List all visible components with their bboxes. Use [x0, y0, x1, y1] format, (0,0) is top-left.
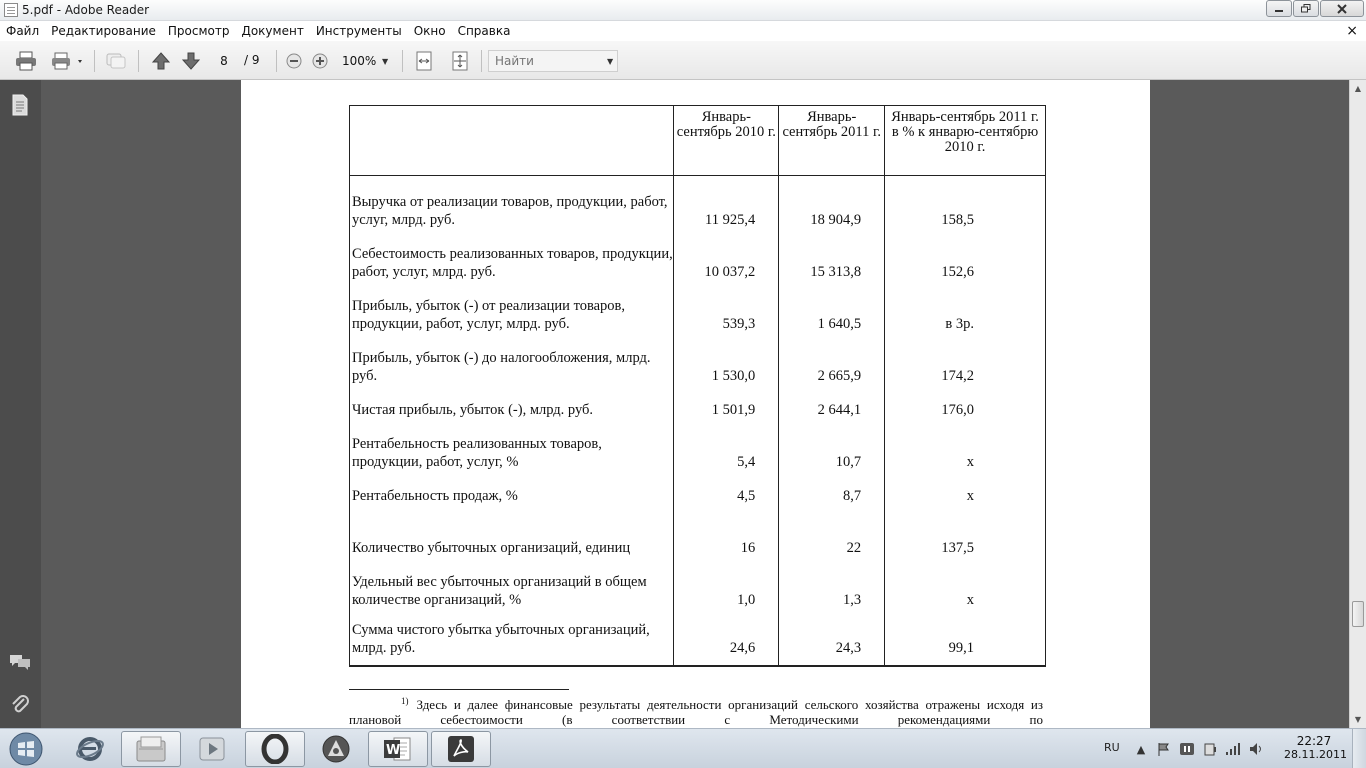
menu-edit[interactable]: Редактирование: [51, 24, 156, 38]
value-percent: х: [885, 471, 1046, 505]
title-bar: [0, 0, 1366, 21]
value-2011: 18 904,9: [779, 176, 885, 229]
toolbar-separator: [94, 50, 95, 72]
menu-tools[interactable]: Инструменты: [315, 24, 402, 38]
scroll-up-arrow-icon[interactable]: ▲: [1354, 84, 1362, 93]
taskbar-app[interactable]: [306, 731, 366, 767]
value-2010: 24,6: [674, 609, 779, 666]
table-row: [350, 176, 1046, 229]
menu-view[interactable]: Просмотр: [167, 24, 230, 38]
row-label: Удельный вес убыточных организаций в общем количестве организаций, %: [350, 557, 674, 609]
value-2010: 1,0: [674, 557, 779, 609]
paperclip-icon: [10, 693, 30, 715]
zoom-in-icon: [312, 53, 328, 69]
app-icon: [321, 734, 351, 764]
print-button[interactable]: [13, 50, 39, 72]
value-2011: 2 644,1: [779, 385, 885, 419]
clock-date: 28.11.2011: [1284, 748, 1347, 761]
close-document-button[interactable]: ×: [1346, 23, 1358, 39]
svg-text:W: W: [386, 743, 401, 758]
taskbar-file-explorer[interactable]: [121, 731, 181, 767]
value-percent: 137,5: [885, 505, 1046, 557]
row-label: Рентабельность продаж, %: [350, 471, 674, 505]
value-2011: 15 313,8: [779, 229, 885, 281]
value-2011: 10,7: [779, 419, 885, 471]
toolbar-separator: [402, 50, 403, 72]
internet-explorer-icon: [75, 734, 105, 764]
menu-window[interactable]: Окно: [413, 24, 446, 38]
table-header-cell: Январь-сентябрь 2011 г. в % к январю-сентябрю 2010 г.: [885, 106, 1046, 176]
footnote-text: Здесь и далее финансовые результаты деятельности организаций сельского хозяйства отражены исходя из плановой себестоимости (в соответствии с Методическими рекомендациями по: [349, 697, 1043, 727]
expand-icon: [451, 51, 469, 71]
value-2010: 11 925,4: [674, 176, 779, 229]
printer-icon: [15, 51, 37, 71]
row-label: Себестоимость реализованных товаров, продукции, работ, услуг, млрд. руб.: [350, 229, 674, 281]
document-icon: [4, 3, 18, 17]
table-row: [350, 471, 1046, 505]
toolbar-separator: [138, 50, 139, 72]
value-percent: 174,2: [885, 333, 1046, 385]
pages-panel-button[interactable]: [8, 93, 32, 117]
zoom-in-button[interactable]: [311, 52, 329, 70]
value-2010: 10 037,2: [674, 229, 779, 281]
value-2010: 5,4: [674, 419, 779, 471]
value-2011: 8,7: [779, 471, 885, 505]
value-percent: х: [885, 557, 1046, 609]
comment-button[interactable]: [103, 50, 129, 72]
tray-expand-arrow-icon[interactable]: ▲: [1136, 742, 1146, 756]
fit-width-button[interactable]: [413, 50, 435, 72]
word-icon: [382, 734, 414, 764]
value-2010: 4,5: [674, 471, 779, 505]
media-pause-icon[interactable]: [1179, 741, 1195, 757]
toolbar-separator: [481, 50, 482, 72]
share-icon: [105, 51, 127, 71]
volume-speaker-icon[interactable]: [1248, 741, 1264, 757]
window-title: 5.pdf - Adobe Reader: [22, 3, 150, 17]
value-2011: 1 640,5: [779, 281, 885, 333]
comments-icon: [9, 653, 31, 671]
start-button[interactable]: [6, 731, 46, 767]
find-dropdown-arrow-icon[interactable]: ▼: [607, 57, 614, 66]
table-row: [350, 229, 1046, 281]
value-2010: 16: [674, 505, 779, 557]
print-settings-icon: [51, 51, 85, 71]
next-page-button[interactable]: [179, 50, 203, 72]
value-percent: 99,1: [885, 609, 1046, 666]
window-controls: [1265, 0, 1364, 17]
value-2011: 2 665,9: [779, 333, 885, 385]
pages-icon: [11, 94, 29, 116]
menu-bar: [0, 21, 1366, 41]
restore-button[interactable]: [1293, 0, 1319, 17]
menu-help[interactable]: Справка: [457, 24, 511, 38]
comments-panel-button[interactable]: [8, 650, 32, 674]
value-percent: 176,0: [885, 385, 1046, 419]
value-2010: 539,3: [674, 281, 779, 333]
print-options-button[interactable]: [50, 50, 86, 72]
power-plug-icon[interactable]: [1202, 741, 1218, 757]
attachments-panel-button[interactable]: [8, 692, 32, 716]
footnote-marker: 1): [401, 696, 409, 706]
value-percent: в 3р.: [885, 281, 1046, 333]
system-clock[interactable]: [1284, 734, 1347, 762]
taskbar-internet-explorer[interactable]: [60, 731, 120, 767]
language-indicator[interactable]: RU: [1104, 741, 1120, 754]
table-header-cell: [350, 106, 674, 176]
windows-logo-icon: [8, 731, 44, 767]
taskbar-word[interactable]: [368, 731, 428, 767]
navigation-pane: [0, 80, 41, 728]
document-view[interactable]: [41, 80, 1349, 728]
system-tray: [1133, 741, 1264, 757]
full-screen-button[interactable]: [449, 50, 471, 72]
value-2011: 1,3: [779, 557, 885, 609]
scrollbar-thumb[interactable]: [1352, 601, 1364, 627]
windows-taskbar: [0, 728, 1366, 768]
table-row: [350, 505, 1046, 557]
taskbar-adobe-reader[interactable]: [431, 731, 491, 767]
table-row: [350, 419, 1046, 471]
table-header-cell: Январь-сентябрь 2010 г.: [674, 106, 779, 176]
zoom-out-button[interactable]: [285, 52, 303, 70]
media-player-icon: [197, 735, 227, 763]
table-row: [350, 385, 1046, 419]
arrow-up-icon: [151, 51, 171, 71]
toolbar: [0, 41, 1366, 80]
row-label: Сумма чистого убытка убыточных организаций, млрд. руб.: [350, 609, 674, 666]
table-row: [350, 333, 1046, 385]
value-2010: 1 530,0: [674, 333, 779, 385]
toolbar-separator: [276, 50, 277, 72]
row-label: Прибыль, убыток (-) до налогообложения, млрд. руб.: [350, 333, 674, 385]
close-icon: [1337, 4, 1347, 14]
footnote: [349, 694, 1043, 727]
table-row: [350, 609, 1046, 666]
table-header-cell: Январь-сентябрь 2011 г.: [779, 106, 885, 176]
value-2010: 1 501,9: [674, 385, 779, 419]
zoom-dropdown-arrow-icon[interactable]: ▼: [382, 57, 389, 66]
previous-page-button[interactable]: [149, 50, 173, 72]
network-signal-icon[interactable]: [1225, 741, 1241, 757]
page-number-input[interactable]: [209, 51, 239, 71]
restore-icon: [1301, 4, 1311, 13]
financial-results-table: [349, 105, 1046, 667]
minimize-button[interactable]: [1266, 0, 1292, 17]
close-window-button[interactable]: [1320, 0, 1364, 17]
arrow-down-icon: [181, 51, 201, 71]
minimize-icon: [1274, 5, 1284, 13]
value-percent: х: [885, 419, 1046, 471]
find-input[interactable]: [488, 50, 618, 72]
pdf-page: [241, 80, 1150, 728]
show-desktop-button[interactable]: [1352, 729, 1366, 768]
value-2011: 24,3: [779, 609, 885, 666]
row-label: Рентабельность реализованных товаров, продукции, работ, услуг, %: [350, 419, 674, 471]
value-percent: 158,5: [885, 176, 1046, 229]
scroll-down-arrow-icon[interactable]: ▼: [1354, 715, 1362, 724]
adobe-reader-icon: [446, 734, 476, 764]
page-total: / 9: [244, 53, 260, 67]
row-label: Прибыль, убыток (-) от реализации товаров, продукции, работ, услуг, млрд. руб.: [350, 281, 674, 333]
menu-file[interactable]: Файл: [6, 24, 40, 38]
table-row: [350, 281, 1046, 333]
clock-time: 22:27: [1296, 734, 1332, 748]
menu-document[interactable]: Документ: [241, 24, 304, 38]
table-header-row: [350, 106, 1046, 176]
row-label: Выручка от реализации товаров, продукции, работ, услуг, млрд. руб.: [350, 176, 674, 229]
zoom-out-icon: [286, 53, 302, 69]
row-label: Количество убыточных организаций, единиц: [350, 505, 674, 557]
value-2011: 22: [779, 505, 885, 557]
action-center-flag-icon[interactable]: [1156, 741, 1172, 757]
footnote-divider: [349, 689, 569, 690]
table-row: [350, 557, 1046, 609]
row-label: Чистая прибыль, убыток (-), млрд. руб.: [350, 385, 674, 419]
opera-icon: [260, 734, 290, 764]
fit-page-icon: [415, 51, 433, 71]
taskbar-opera[interactable]: [245, 731, 305, 767]
vertical-scrollbar[interactable]: [1349, 80, 1366, 728]
taskbar-media-player[interactable]: [182, 731, 242, 767]
folder-icon: [135, 735, 167, 763]
value-percent: 152,6: [885, 229, 1046, 281]
